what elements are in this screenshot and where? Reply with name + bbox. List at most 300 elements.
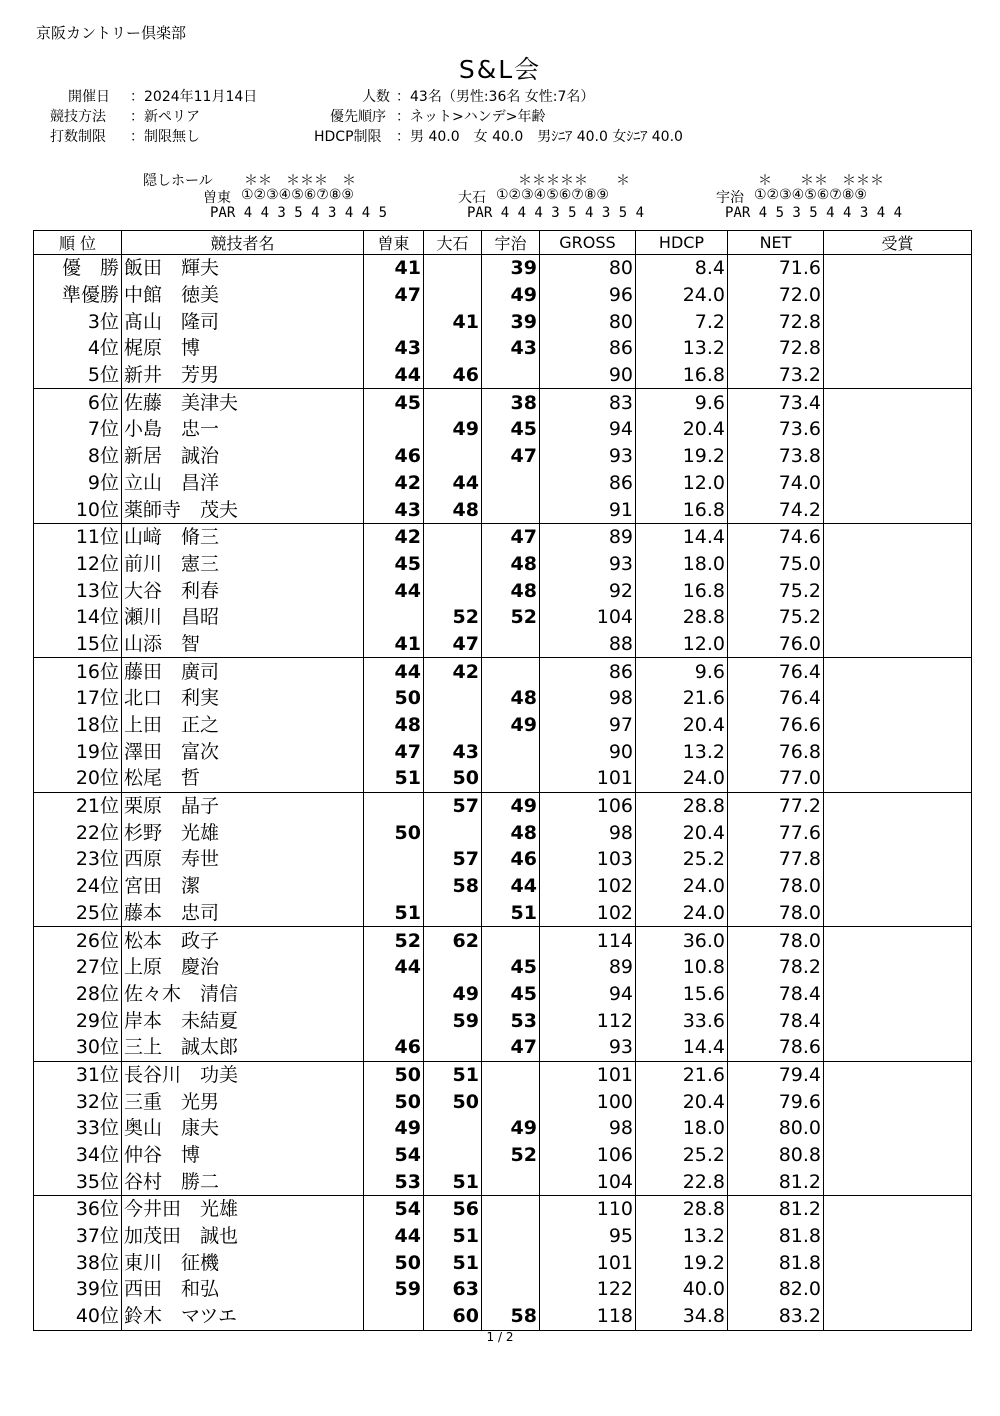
score-sotou-cell [364,416,424,443]
limit-label: 打数制限 [50,129,106,145]
award-cell [824,819,972,846]
net-cell: 73.4 [728,389,824,416]
award-cell [824,362,972,389]
rank-cell: 6位 [34,389,122,416]
score-uji-cell: 49 [482,792,540,819]
score-ooishi-cell: 63 [424,1276,482,1303]
score-sotou-cell: 50 [364,685,424,712]
gross-cell: 94 [540,416,636,443]
score-uji-cell [482,496,540,523]
gross-cell: 92 [540,577,636,604]
hdcp-cell: 25.2 [636,1142,728,1169]
score-uji-cell: 51 [482,900,540,927]
score-ooishi-cell: 51 [424,1249,482,1276]
hdcp-cell: 24.0 [636,282,728,309]
hdcp-cell: 21.6 [636,1061,728,1088]
score-ooishi-cell: 56 [424,1196,482,1223]
net-cell: 71.6 [728,255,824,282]
award-cell [824,255,972,282]
table-row [34,738,972,765]
table-row [34,685,972,712]
gross-cell: 86 [540,658,636,685]
award-cell [824,389,972,416]
rank-cell: 16位 [34,658,122,685]
priority-label: 優先順序 [330,109,386,125]
col-ooishi-header: 大石 [424,231,482,255]
net-cell: 79.4 [728,1061,824,1088]
limit-value: ：制限無し [130,129,200,145]
score-sotou-cell [364,1303,424,1330]
date-value: ：2024年11月14日 [130,89,258,105]
score-ooishi-cell: 46 [424,362,482,389]
net-cell: 83.2 [728,1303,824,1330]
col-uji-header: 宇治 [482,231,540,255]
gross-cell: 98 [540,685,636,712]
table-row [34,1168,972,1195]
name-cell: 宮田 潔 [122,873,364,900]
gross-cell: 93 [540,551,636,578]
net-cell: 77.0 [728,765,824,792]
score-uji-cell: 47 [482,523,540,550]
score-sotou-cell: 47 [364,282,424,309]
score-sotou-cell: 45 [364,389,424,416]
award-cell [824,1249,972,1276]
score-sotou-cell: 49 [364,1115,424,1142]
hdcp-cell: 16.8 [636,577,728,604]
gross-cell: 80 [540,308,636,335]
rank-cell: 29位 [34,1007,122,1034]
net-cell: 80.0 [728,1115,824,1142]
name-cell: 中館 徳美 [122,282,364,309]
score-sotou-cell [364,792,424,819]
course3-holes: ①②③④⑤⑥⑦⑧⑨ [754,187,867,203]
score-uji-cell: 52 [482,604,540,631]
name-cell: 藤本 忠司 [122,900,364,927]
rank-cell: 9位 [34,470,122,497]
name-cell: 髙山 隆司 [122,308,364,335]
award-cell [824,443,972,470]
table-row [34,712,972,739]
rank-cell: 7位 [34,416,122,443]
name-cell: 鈴木 マツエ [122,1303,364,1330]
name-cell: 奥山 康夫 [122,1115,364,1142]
score-uji-cell [482,1249,540,1276]
rank-cell: 19位 [34,738,122,765]
count-label: 人数 [362,89,390,105]
score-ooishi-cell: 62 [424,927,482,954]
hdcp-cell: 25.2 [636,846,728,873]
net-cell: 78.0 [728,873,824,900]
rank-cell: 11位 [34,523,122,550]
hdcp-cell: 28.8 [636,1196,728,1223]
net-cell: 81.8 [728,1249,824,1276]
score-ooishi-cell: 48 [424,496,482,523]
score-ooishi-cell [424,282,482,309]
course3-hidden-marks: ＊ ＊＊ ＊＊＊ [758,173,884,189]
table-row [34,308,972,335]
name-cell: 立山 昌洋 [122,470,364,497]
score-ooishi-cell: 50 [424,1088,482,1115]
hdcp-cell: 24.0 [636,765,728,792]
name-cell: 上田 正之 [122,712,364,739]
rank-cell: 12位 [34,551,122,578]
rank-cell: 34位 [34,1142,122,1169]
method-label: 競技方法 [50,109,106,125]
score-ooishi-cell [424,1142,482,1169]
score-sotou-cell [364,873,424,900]
table-row [34,551,972,578]
rank-cell: 37位 [34,1223,122,1250]
net-cell: 76.4 [728,658,824,685]
award-cell [824,1223,972,1250]
hdcp-cell: 15.6 [636,981,728,1008]
score-uji-cell: 38 [482,389,540,416]
award-cell [824,308,972,335]
name-cell: 仲谷 博 [122,1142,364,1169]
rank-cell: 26位 [34,927,122,954]
rank-cell: 20位 [34,765,122,792]
name-cell: 薬師寺 茂夫 [122,496,364,523]
score-uji-cell: 48 [482,685,540,712]
gross-cell: 101 [540,765,636,792]
hdcp-cell: 20.4 [636,819,728,846]
name-cell: 西原 寿世 [122,846,364,873]
gross-cell: 91 [540,496,636,523]
table-row [34,335,972,362]
gross-cell: 98 [540,819,636,846]
gross-cell: 94 [540,981,636,1008]
rank-cell: 33位 [34,1115,122,1142]
gross-cell: 80 [540,255,636,282]
hdcp-cell: 20.4 [636,1088,728,1115]
gross-cell: 93 [540,1034,636,1061]
name-cell: 加茂田 誠也 [122,1223,364,1250]
gross-cell: 90 [540,362,636,389]
course3-par: PAR 4 5 3 5 4 4 3 4 4 [725,205,903,221]
score-uji-cell: 48 [482,577,540,604]
score-uji-cell [482,1088,540,1115]
score-ooishi-cell: 51 [424,1061,482,1088]
club-name: 京阪カントリー倶楽部 [36,24,187,42]
table-row [34,470,972,497]
hdcp-cell: 34.8 [636,1303,728,1330]
score-uji-cell [482,362,540,389]
score-uji-cell: 48 [482,819,540,846]
score-uji-cell [482,658,540,685]
award-cell [824,496,972,523]
score-sotou-cell: 54 [364,1142,424,1169]
score-ooishi-cell [424,712,482,739]
net-cell: 75.2 [728,604,824,631]
award-cell [824,738,972,765]
hdcp-cell: 40.0 [636,1276,728,1303]
hdcp-cell: 7.2 [636,308,728,335]
score-ooishi-cell [424,443,482,470]
award-cell [824,927,972,954]
table-row [34,1249,972,1276]
score-ooishi-cell: 58 [424,873,482,900]
score-uji-cell [482,1168,540,1195]
hdcp-cell: 9.6 [636,658,728,685]
score-sotou-cell [364,1007,424,1034]
hdcp-cell: 21.6 [636,685,728,712]
course1-holes: ①②③④⑤⑥⑦⑧⑨ [241,187,354,203]
score-ooishi-cell [424,389,482,416]
net-cell: 78.0 [728,900,824,927]
score-sotou-cell: 43 [364,335,424,362]
rank-cell: 13位 [34,577,122,604]
score-ooishi-cell [424,685,482,712]
hdcp-cell: 28.8 [636,792,728,819]
score-sotou-cell: 51 [364,765,424,792]
net-cell: 78.2 [728,954,824,981]
table-row [34,792,972,819]
score-sotou-cell: 44 [364,954,424,981]
net-cell: 81.8 [728,1223,824,1250]
award-cell [824,765,972,792]
hdcp-cell: 24.0 [636,900,728,927]
award-cell [824,1007,972,1034]
rank-cell: 22位 [34,819,122,846]
score-ooishi-cell [424,1034,482,1061]
course2-name: 大石 [458,190,486,206]
col-name-header: 競技者名 [122,231,364,255]
name-cell: 松本 政子 [122,927,364,954]
rank-cell: 17位 [34,685,122,712]
hdcp-cell: 24.0 [636,873,728,900]
table-row [34,1034,972,1061]
name-cell: 松尾 哲 [122,765,364,792]
award-cell [824,1088,972,1115]
table-row [34,523,972,550]
score-ooishi-cell [424,900,482,927]
col-net-header: NET [728,231,824,255]
table-row [34,1303,972,1330]
hdcp-cell: 19.2 [636,443,728,470]
score-uji-cell [482,1223,540,1250]
table-row [34,1088,972,1115]
gross-cell: 104 [540,1168,636,1195]
award-cell [824,1168,972,1195]
hdcp-cell: 13.2 [636,738,728,765]
name-cell: 前川 憲三 [122,551,364,578]
score-uji-cell: 43 [482,335,540,362]
col-hdcp-header: HDCP [636,231,728,255]
col-award-header: 受賞 [824,231,972,255]
method-value: ：新ペリア [130,109,200,125]
name-cell: 佐藤 美津夫 [122,389,364,416]
rank-cell: 優 勝 [34,255,122,282]
score-uji-cell: 44 [482,873,540,900]
hdcp-cell: 33.6 [636,1007,728,1034]
gross-cell: 106 [540,1142,636,1169]
award-cell [824,631,972,658]
course2-hidden-marks: ＊＊＊＊＊ ＊ [518,173,630,189]
award-cell [824,1142,972,1169]
score-sotou-cell: 48 [364,712,424,739]
score-sotou-cell: 42 [364,470,424,497]
table-row [34,577,972,604]
score-uji-cell: 53 [482,1007,540,1034]
award-cell [824,873,972,900]
score-uji-cell: 45 [482,954,540,981]
rank-cell: 15位 [34,631,122,658]
award-cell [824,954,972,981]
net-cell: 77.2 [728,792,824,819]
name-cell: 小島 忠一 [122,416,364,443]
score-sotou-cell: 45 [364,551,424,578]
hdcp-cell: 13.2 [636,335,728,362]
award-cell [824,900,972,927]
score-sotou-cell: 52 [364,927,424,954]
net-cell: 78.4 [728,981,824,1008]
gross-cell: 101 [540,1249,636,1276]
table-row [34,496,972,523]
net-cell: 74.2 [728,496,824,523]
rank-cell: 24位 [34,873,122,900]
award-cell [824,282,972,309]
award-cell [824,1196,972,1223]
net-cell: 73.8 [728,443,824,470]
award-cell [824,416,972,443]
table-row [34,1115,972,1142]
hdcp-cell: 12.0 [636,470,728,497]
score-ooishi-cell: 44 [424,470,482,497]
count-value: ：43名（男性:36名 女性:7名） [396,89,595,105]
gross-cell: 86 [540,470,636,497]
gross-cell: 86 [540,335,636,362]
award-cell [824,981,972,1008]
rank-cell: 8位 [34,443,122,470]
net-cell: 75.0 [728,551,824,578]
hdcp-cell: 18.0 [636,551,728,578]
name-cell: 三上 誠太郎 [122,1034,364,1061]
table-row [34,981,972,1008]
gross-cell: 114 [540,927,636,954]
hdcp-cell: 8.4 [636,255,728,282]
score-ooishi-cell: 60 [424,1303,482,1330]
score-ooishi-cell: 50 [424,765,482,792]
award-cell [824,1061,972,1088]
gross-cell: 90 [540,738,636,765]
score-sotou-cell: 44 [364,577,424,604]
score-ooishi-cell: 52 [424,604,482,631]
score-ooishi-cell [424,577,482,604]
award-cell [824,470,972,497]
hdcp-limit-value: ：男 40.0 女 40.0 男ｼﾆｱ 40.0 女ｼﾆｱ 40.0 [396,129,683,145]
gross-cell: 100 [540,1088,636,1115]
col-gross-header: GROSS [540,231,636,255]
name-cell: 上原 慶治 [122,954,364,981]
name-cell: 山﨑 脩三 [122,523,364,550]
score-ooishi-cell [424,335,482,362]
score-sotou-cell [364,981,424,1008]
hdcp-cell: 18.0 [636,1115,728,1142]
score-ooishi-cell: 41 [424,308,482,335]
score-sotou-cell: 41 [364,255,424,282]
score-ooishi-cell: 51 [424,1168,482,1195]
score-uji-cell: 58 [482,1303,540,1330]
table-row [34,255,972,282]
page-number: 1 / 2 [486,1330,514,1344]
score-uji-cell: 39 [482,255,540,282]
table-header-row [34,231,972,255]
score-sotou-cell: 59 [364,1276,424,1303]
score-uji-cell [482,470,540,497]
hdcp-cell: 22.8 [636,1168,728,1195]
rank-cell: 準優勝 [34,282,122,309]
score-ooishi-cell: 47 [424,631,482,658]
rank-cell: 36位 [34,1196,122,1223]
gross-cell: 88 [540,631,636,658]
rank-cell: 31位 [34,1061,122,1088]
score-sotou-cell: 51 [364,900,424,927]
score-uji-cell: 48 [482,551,540,578]
score-sotou-cell: 50 [364,1088,424,1115]
score-sotou-cell: 44 [364,658,424,685]
hdcp-cell: 10.8 [636,954,728,981]
score-uji-cell [482,738,540,765]
score-uji-cell: 39 [482,308,540,335]
rank-cell: 32位 [34,1088,122,1115]
score-uji-cell: 49 [482,712,540,739]
table-row [34,389,972,416]
gross-cell: 83 [540,389,636,416]
score-uji-cell: 46 [482,846,540,873]
score-uji-cell [482,1276,540,1303]
table-row [34,416,972,443]
hdcp-cell: 16.8 [636,496,728,523]
gross-cell: 118 [540,1303,636,1330]
table-row [34,1061,972,1088]
net-cell: 72.8 [728,308,824,335]
gross-cell: 96 [540,282,636,309]
name-cell: 谷村 勝二 [122,1168,364,1195]
net-cell: 72.8 [728,335,824,362]
name-cell: 瀬川 昌昭 [122,604,364,631]
course1-name: 曽東 [203,190,231,206]
gross-cell: 110 [540,1196,636,1223]
course1-hidden-marks: ＊＊ ＊＊＊ ＊ [244,173,356,189]
table-row [34,1223,972,1250]
score-sotou-cell: 47 [364,738,424,765]
score-uji-cell: 52 [482,1142,540,1169]
score-sotou-cell: 44 [364,362,424,389]
hdcp-cell: 14.4 [636,523,728,550]
name-cell: 梶原 博 [122,335,364,362]
score-uji-cell: 49 [482,282,540,309]
course3-name: 宇治 [716,190,744,206]
table-row [34,443,972,470]
net-cell: 79.6 [728,1088,824,1115]
score-ooishi-cell: 43 [424,738,482,765]
name-cell: 新井 芳男 [122,362,364,389]
name-cell: 北口 利実 [122,685,364,712]
col-rank-header: 順 位 [34,231,122,255]
score-ooishi-cell [424,954,482,981]
award-cell [824,1115,972,1142]
score-sotou-cell: 50 [364,1249,424,1276]
gross-cell: 97 [540,712,636,739]
table-row [34,282,972,309]
award-cell [824,846,972,873]
name-cell: 長谷川 功美 [122,1061,364,1088]
award-cell [824,604,972,631]
score-sotou-cell: 41 [364,631,424,658]
name-cell: 山添 智 [122,631,364,658]
hdcp-cell: 13.2 [636,1223,728,1250]
score-ooishi-cell [424,523,482,550]
